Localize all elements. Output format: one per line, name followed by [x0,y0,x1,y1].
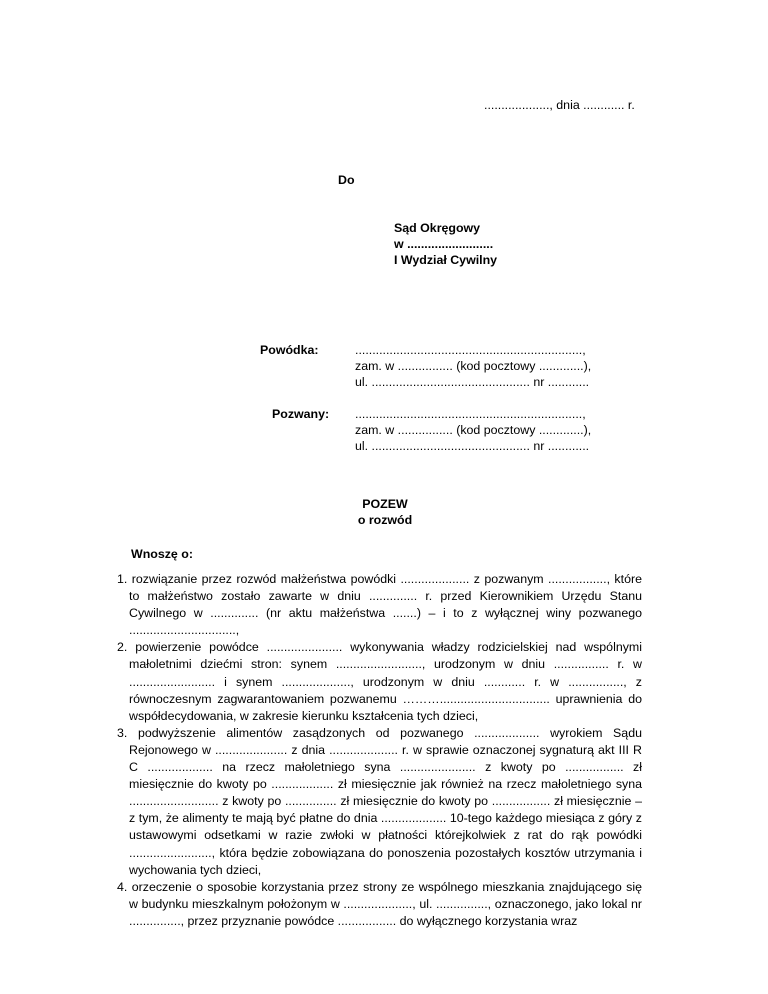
item-text: powierzenie powódce ...................... wykonywania władzy rodzicielskiej nad wspólnymi małoletnimi dziećmi stron: synem ........................., urodzonym w dniu ................ r. w ......................... i synem ...................., urodzonym w dniu ............ r. w ................, z równoczesnym zagwarantowaniem pozwanemu ………................................ uprawnienia do współdecydowania, w zakresie kierunku kształcenia tych dzieci, [129,640,642,723]
defendant-name-line: .................................................................., [355,407,586,421]
defendant-street-line: ul. .............................................. nr ............ [355,439,590,453]
defendant-details [355,406,591,454]
list-item [117,725,642,879]
defendant-city-line: zam. w ................ (kod pocztowy .............), [355,423,592,437]
court-block [394,220,497,268]
plaintiff-details [355,342,591,390]
item-text: orzeczenie o sposobie korzystania przez strony ze wspólnego mieszkania znajdującego się w budynku mieszkalnym położonym w ...................., ul. ..............., oznaczonego, jako lokal nr ..............., przez przyznanie powódce ................. do wyłącznego korzystania wraz [129,879,642,928]
plaintiff-street-line: ul. .............................................. nr ............ [355,375,590,389]
item-number: 1. [117,572,128,586]
item-number: 2. [117,640,128,655]
defendant-label: Pozwany: [272,407,330,421]
list-item [117,879,642,930]
document-title [340,496,430,528]
date-line: ..................., dnia ............ r. [484,98,635,112]
title-subject: o rozwód [357,513,413,527]
plaintiff-city-line: zam. w ................ (kod pocztowy .............), [355,359,592,373]
item-number: 3. [117,725,128,740]
requests-list [117,571,642,930]
court-division: I Wydział Cywilny [394,253,498,267]
addressee-label: Do [338,173,355,187]
court-city: w ......................... [394,237,494,251]
item-text: podwyższenie alimentów zasądzonych od pozwanego ................... wyrokiem Sądu Rejonowego w ..................... z dnia .................... r. w sprawie oznaczonej sygnaturą akt III R C ................... na rzecz małoletniego syna ...................... z kwoty po ................. zł miesięcznie do kwoty po .................. zł miesięcznie jak również na rzecz małoletniego syna .......................... z kwoty po ............... zł miesięcznie do kwoty po ................. zł miesięcznie – z tym, że alimenty te mają być płatne do dnia ................... 10-tego każdego miesiąca z góry z ustawowymi odsetkami w razie zwłoki w płatności którejkolwiek z rat do rąk powódki ........................, która będzie zobowiązana do ponoszenia pozostałych kosztów utrzymania i wychowania tych dzieci, [129,725,642,877]
title-pozew: POZEW [362,497,408,511]
item-text: rozwiązanie przez rozwód małżeństwa powódki .................... z pozwanym ................., które to małżeństwo zostało zawarte w dniu .............. r. przed Kierownikiem Urzędu Stanu Cywilnego w .............. (nr aktu małżeństwa .......) – i to z wyłącznej winy pozwanego ..............................., [129,572,642,638]
court-name: Sąd Okręgowy [394,221,481,235]
item-number: 4. [117,879,128,894]
list-item [117,639,642,724]
motion-heading: Wnoszę o: [131,547,193,561]
list-item [117,571,642,639]
plaintiff-name-line: .................................................................., [355,343,586,357]
plaintiff-label: Powódka: [260,343,319,357]
